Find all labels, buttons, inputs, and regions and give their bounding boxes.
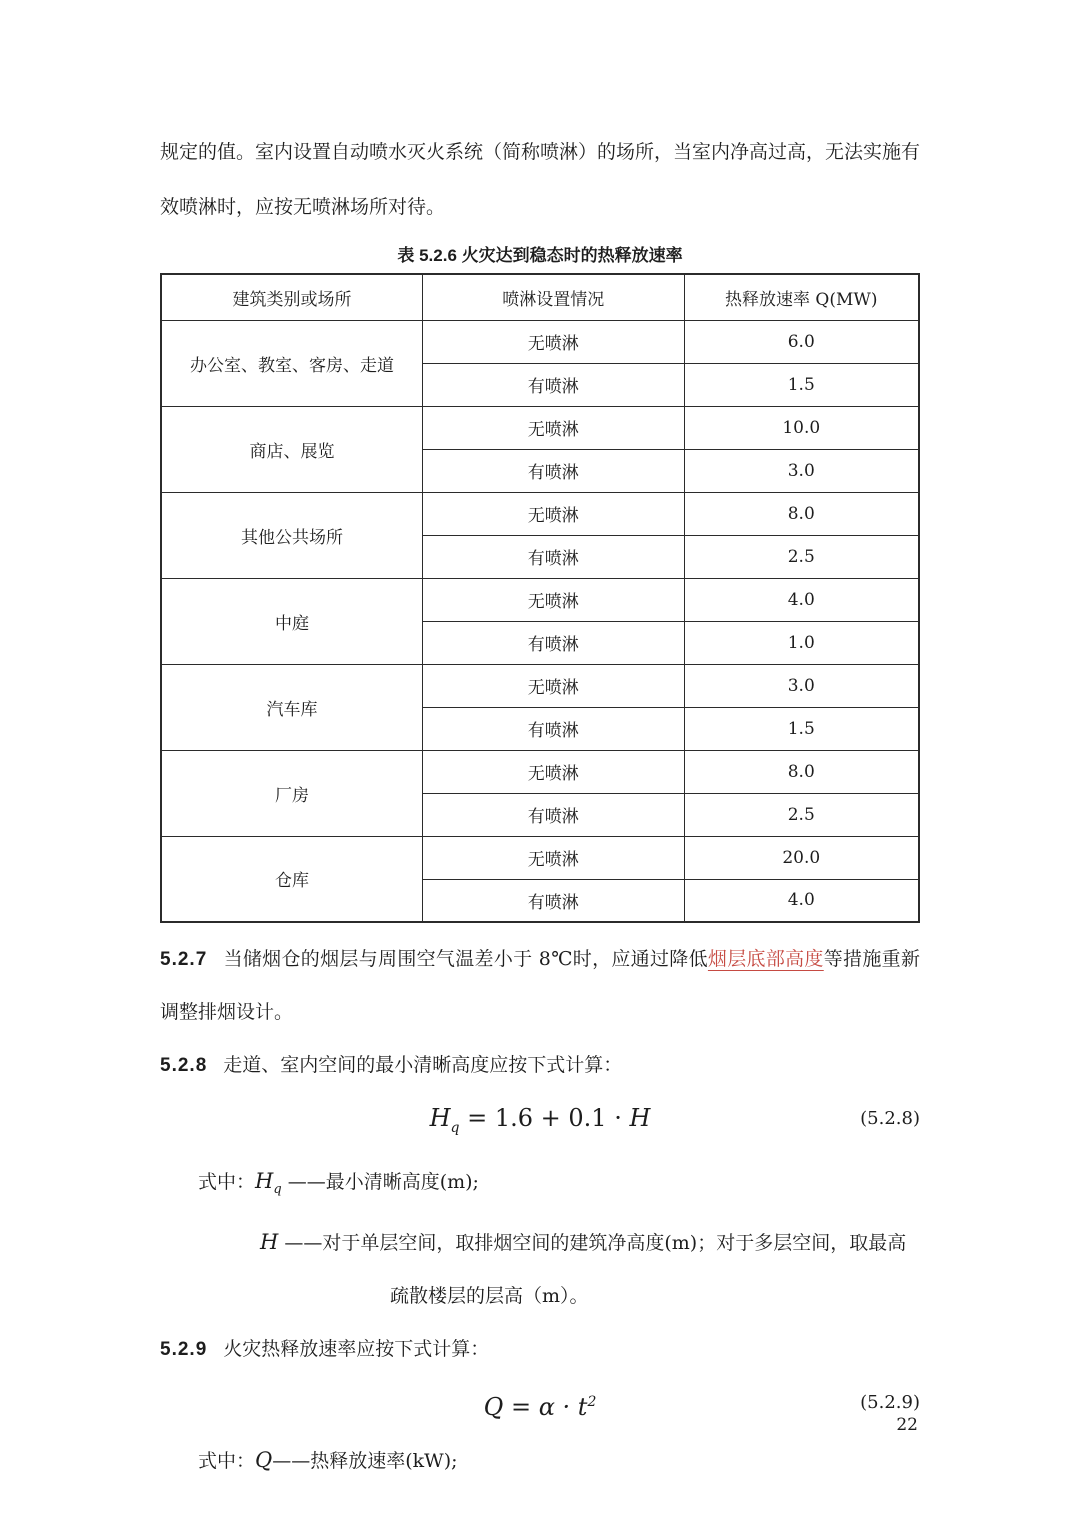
- value-cell: 2.5: [684, 535, 919, 578]
- section-text: 火灾热释放速率应按下式计算：: [223, 1337, 490, 1360]
- equation-number: (5.2.9): [860, 1391, 920, 1413]
- value-cell: 4.0: [684, 879, 919, 922]
- condition-cell: 无喷淋: [423, 664, 685, 707]
- highlighted-term: 烟层底部高度: [707, 948, 824, 970]
- intro-paragraph: 规定的值。室内设置自动喷水灭火系统（简称喷淋）的场所，当室内净高过高，无法实施有效喷淋时，应按无喷淋场所对待。: [160, 141, 921, 218]
- category-cell: 汽车库: [161, 664, 423, 750]
- section-5-2-8: [160, 1039, 920, 1092]
- math-var: Q: [255, 1447, 273, 1472]
- math-var: H: [255, 1168, 274, 1193]
- equation-5-2-8: [160, 1092, 920, 1155]
- table-row: [161, 750, 919, 793]
- table-row: [161, 320, 919, 363]
- condition-cell: 无喷淋: [423, 320, 685, 363]
- section-text: 当储烟仓的烟层与周围空气温差小于 8℃时，应通过降低: [223, 948, 708, 970]
- equation-5-2-9: [160, 1376, 920, 1434]
- condition-cell: 有喷淋: [423, 363, 685, 406]
- math-expression: = 1.6 + 0.1 ·: [459, 1104, 630, 1132]
- value-cell: 6.0: [684, 320, 919, 363]
- value-cell: 2.5: [684, 793, 919, 836]
- definition-q: [198, 1434, 920, 1488]
- section-text: 等措施重新调整排烟设计。: [160, 948, 920, 1023]
- condition-cell: 有喷淋: [423, 621, 685, 664]
- condition-cell: 无喷淋: [423, 578, 685, 621]
- definition-hq: [198, 1155, 920, 1216]
- condition-cell: 有喷淋: [423, 449, 685, 492]
- definition-prefix: 式中：: [198, 1449, 256, 1472]
- condition-cell: 无喷淋: [423, 406, 685, 449]
- value-cell: 8.0: [684, 750, 919, 793]
- equation-body: [484, 1393, 597, 1421]
- condition-cell: 有喷淋: [423, 879, 685, 922]
- math-var: H: [629, 1104, 651, 1132]
- equation-body: [429, 1104, 651, 1136]
- condition-cell: 有喷淋: [423, 707, 685, 750]
- value-cell: 1.5: [684, 707, 919, 750]
- condition-cell: 有喷淋: [423, 793, 685, 836]
- category-cell: 办公室、教室、客房、走道: [161, 320, 423, 406]
- definition-text-continued: 疏散楼层的层高（m）。: [390, 1284, 589, 1307]
- definition-prefix: 式中：: [198, 1170, 256, 1193]
- value-cell: 8.0: [684, 492, 919, 535]
- value-cell: 4.0: [684, 578, 919, 621]
- value-cell: 20.0: [684, 836, 919, 879]
- definition-text: ——热释放速率(kW);: [272, 1449, 458, 1472]
- value-cell: 1.5: [684, 363, 919, 406]
- header-heat-release-rate: 热释放速率 Q(MW): [684, 274, 919, 320]
- equation-number: (5.2.8): [860, 1108, 920, 1129]
- math-expression: =: [503, 1392, 539, 1421]
- value-cell: 3.0: [684, 449, 919, 492]
- heat-release-rate-table: [160, 273, 920, 923]
- value-cell: 3.0: [684, 664, 919, 707]
- value-cell: 1.0: [684, 621, 919, 664]
- condition-cell: 无喷淋: [423, 750, 685, 793]
- section-number: 5.2.9: [160, 1338, 208, 1360]
- value-cell: 10.0: [684, 406, 919, 449]
- category-cell: 仓库: [161, 836, 423, 922]
- definition-text: ——对于单层空间，取排烟空间的建筑净高度(m)；对于多层空间，取最高: [278, 1231, 907, 1254]
- condition-cell: 无喷淋: [423, 492, 685, 535]
- math-subscript: q: [450, 1119, 460, 1136]
- definition-h: [260, 1216, 920, 1323]
- math-var: H: [260, 1229, 279, 1254]
- condition-cell: 有喷淋: [423, 535, 685, 578]
- math-var: H: [429, 1104, 451, 1132]
- section-number: 5.2.7: [160, 949, 208, 970]
- math-expression: α · t: [538, 1392, 588, 1421]
- table-row: [161, 664, 919, 707]
- table-row: [161, 406, 919, 449]
- section-5-2-7: [160, 933, 920, 1039]
- section-5-2-9: [160, 1323, 920, 1376]
- section-text: 走道、室内空间的最小清晰高度应按下式计算：: [223, 1054, 623, 1076]
- table-row: [161, 492, 919, 535]
- math-subscript: q: [273, 1181, 282, 1197]
- page-number: 22: [896, 1415, 918, 1435]
- table-row: [161, 836, 919, 879]
- table-row: [161, 578, 919, 621]
- math-superscript: 2: [587, 1393, 597, 1410]
- condition-cell: 无喷淋: [423, 836, 685, 879]
- category-cell: 厂房: [161, 750, 423, 836]
- definition-text: ——最小清晰高度(m);: [281, 1170, 479, 1193]
- section-number: 5.2.8: [160, 1055, 208, 1076]
- category-cell: 其他公共场所: [161, 492, 423, 578]
- header-sprinkler-condition: 喷淋设置情况: [423, 274, 685, 320]
- category-cell: 中庭: [161, 578, 423, 664]
- math-var: Q: [483, 1392, 504, 1421]
- category-cell: 商店、展览: [161, 406, 423, 492]
- header-category: 建筑类别或场所: [161, 274, 423, 320]
- table-title: 表 5.2.6 火灾达到稳态时的热释放速率: [397, 246, 683, 265]
- table-header-row: [161, 274, 919, 320]
